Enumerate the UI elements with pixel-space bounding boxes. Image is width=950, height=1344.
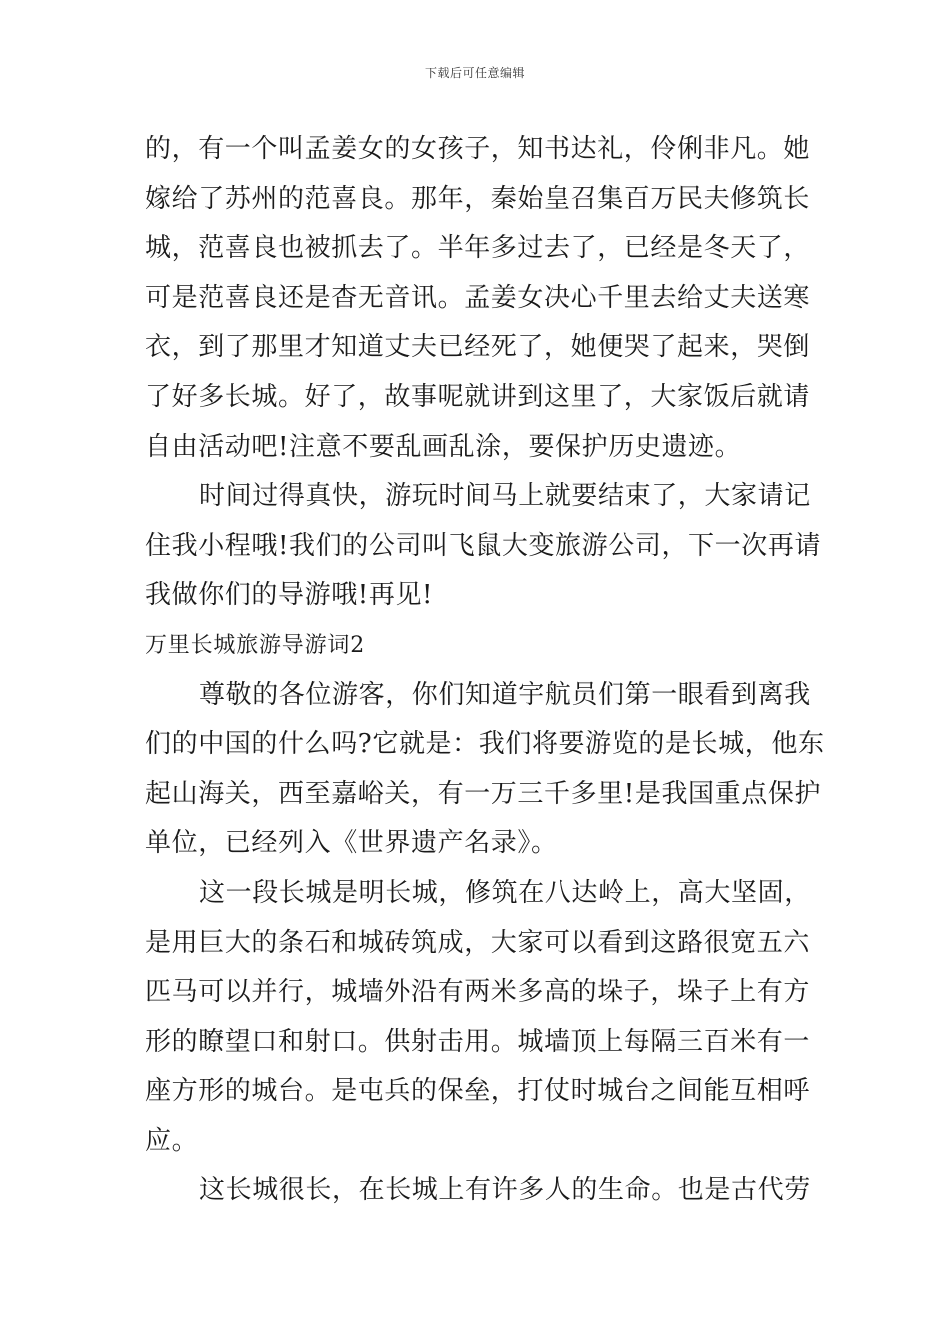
body-line: 起山海关，西至嘉峪关，有一万三千多里!是我国重点保护 [145, 778, 822, 809]
paragraph-start-line: 尊敬的各位游客，你们知道宇航员们第一眼看到离我 [199, 679, 811, 710]
paragraph-start-line: 这一段长城是明长城，修筑在八达岭上，高大坚固， [199, 877, 811, 908]
body-line: 形的瞭望口和射口。供射击用。城墙顶上每隔三百米有一 [145, 1026, 811, 1057]
body-line: 自由活动吧!注意不要乱画乱涂，要保护历史遗迹。 [145, 431, 742, 462]
body-line: 可是范喜良还是杳无音讯。孟姜女决心千里去给丈夫送寒 [145, 282, 811, 313]
body-line: 匹马可以并行，城墙外沿有两米多高的垛子，垛子上有方 [145, 977, 811, 1008]
body-line: 衣，到了那里才知道丈夫已经死了，她便哭了起来，哭倒 [145, 332, 811, 363]
page-header: 下载后可任意编辑 [424, 66, 525, 80]
body-line: 住我小程哦!我们的公司叫飞鼠大变旅游公司，下一次再请 [145, 530, 822, 561]
body-line: 单位，已经列入《世界遗产名录》。 [145, 828, 558, 859]
paragraph-start-line: 时间过得真快，游玩时间马上就要结束了，大家请记 [199, 481, 811, 512]
section-heading: 万里长城旅游导游词2 [145, 632, 365, 658]
body-line: 嫁给了苏州的范喜良。那年，秦始皇召集百万民夫修筑长 [145, 183, 811, 214]
document-body [145, 125, 825, 1216]
body-line: 我做你们的导游哦!再见! [145, 580, 434, 611]
body-line: 了好多长城。好了，故事呢就讲到这里了，大家饭后就请 [145, 381, 811, 412]
body-line: 们的中国的什么吗?它就是：我们将要游览的是长城，他东 [145, 729, 825, 760]
body-line: 的，有一个叫孟姜女的女孩子，知书达礼，伶俐非凡。她 [145, 134, 811, 164]
body-line: 城，范喜良也被抓去了。半年多过去了，已经是冬天了， [145, 233, 811, 264]
body-line: 是用巨大的条石和城砖筑成，大家可以看到这路很宽五六 [145, 927, 811, 958]
body-line: 应。 [145, 1125, 199, 1156]
body-line: 座方形的城台。是屯兵的保垒，打仗时城台之间能互相呼 [145, 1076, 811, 1107]
paragraph-start-line: 这长城很长，在长城上有许多人的生命。也是古代劳 [199, 1175, 811, 1206]
